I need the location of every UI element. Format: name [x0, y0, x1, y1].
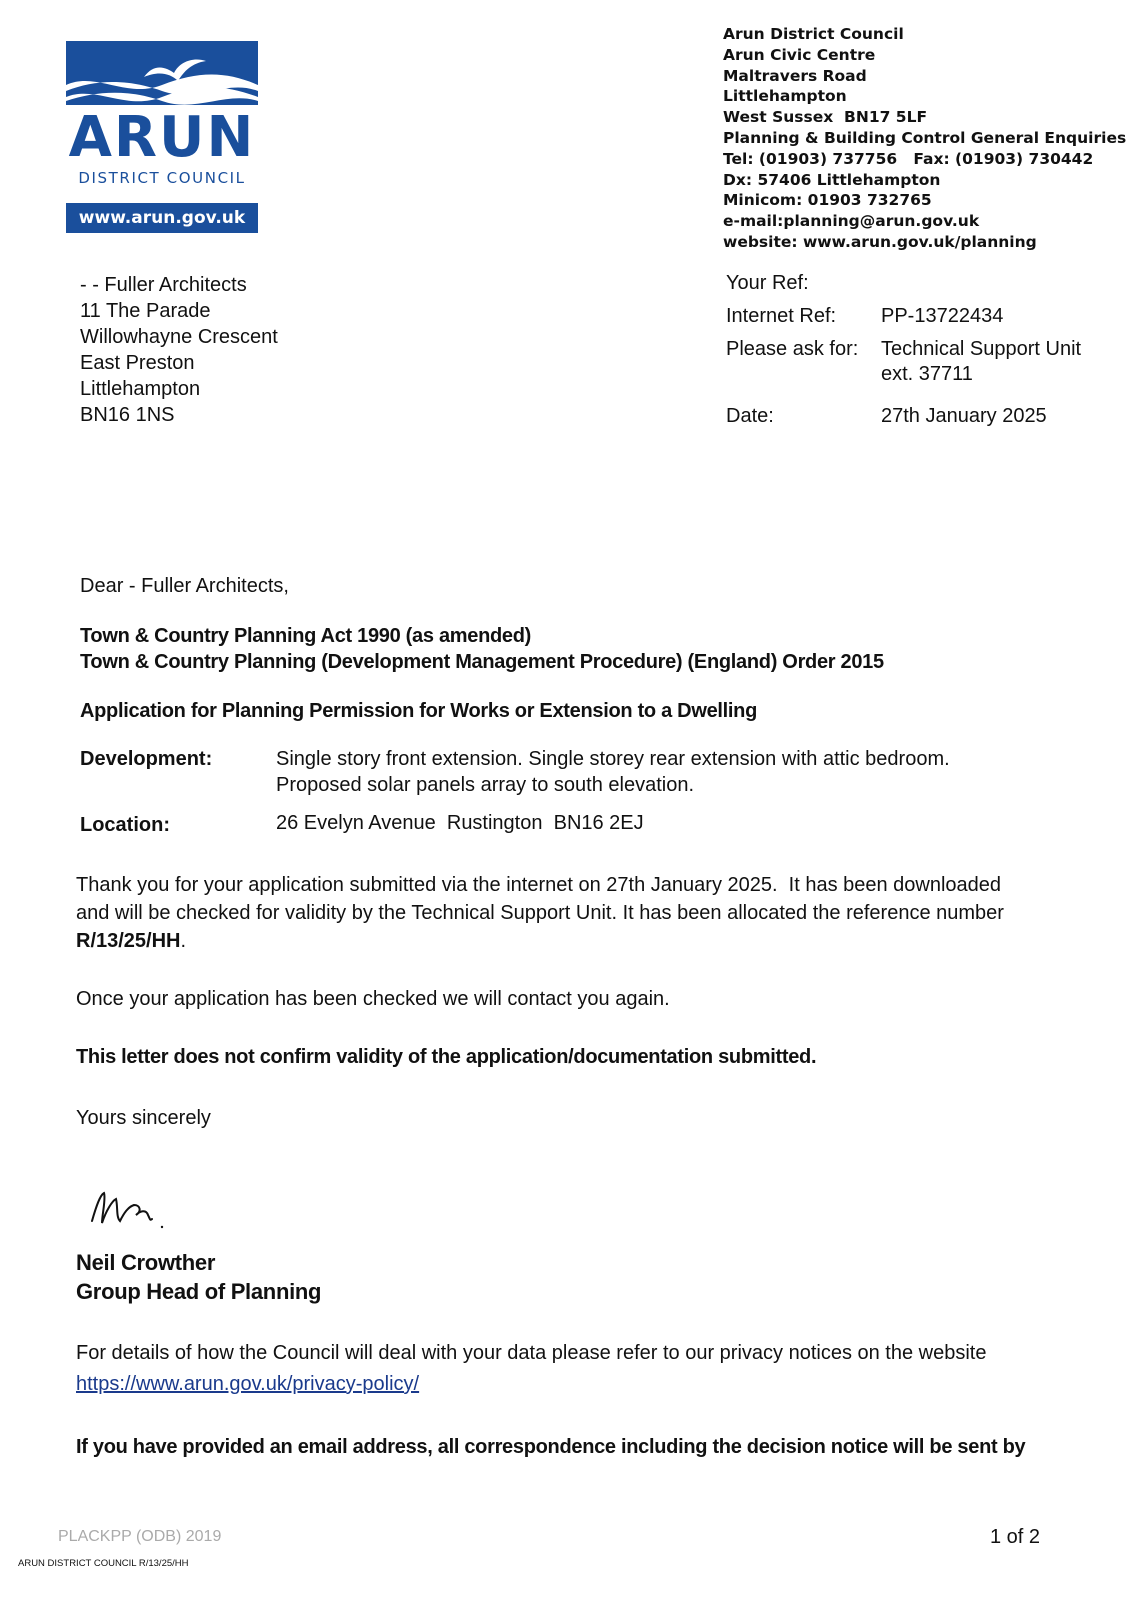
development-description	[276, 746, 950, 798]
council-line: Arun Civic Centre	[723, 45, 876, 64]
your-ref-label: Your Ref:	[726, 272, 809, 294]
privacy-policy-link[interactable]: https://www.arun.gov.uk/privacy-policy/	[76, 1373, 420, 1395]
closing: Yours sincerely	[76, 1107, 211, 1129]
signer-title: Group Head of Planning	[76, 1279, 322, 1304]
ask-for-extension: ext. 37711	[881, 363, 973, 385]
recipient-line: Willowhayne Crescent	[80, 326, 278, 348]
application-type-heading: Application for Planning Permission for Works or Extension to a Dwelling	[80, 700, 758, 722]
paragraph-line	[76, 927, 1076, 955]
contact-paragraph: Once your application has been checked we will contact you again.	[76, 988, 670, 1010]
council-logo	[66, 41, 258, 233]
recipient-line: East Preston	[80, 352, 195, 374]
reference-suffix: .	[180, 930, 187, 952]
council-contact-block	[723, 24, 1126, 253]
recipient-line: - - Fuller Architects	[80, 274, 247, 296]
signer-name: Neil Crowther	[76, 1250, 216, 1275]
council-line: Littlehampton	[723, 87, 847, 106]
council-line: Maltravers Road	[723, 66, 867, 85]
privacy-text: For details of how the Council will deal with your data please refer to our privacy notices on the website	[76, 1342, 987, 1364]
recipient-address	[80, 272, 278, 428]
council-line: Planning & Building Control General Enquiries	[723, 128, 1127, 147]
signer-block	[76, 1248, 321, 1306]
date-label: Date:	[726, 405, 774, 427]
council-line: Arun District Council	[723, 25, 904, 43]
form-code: PLACKPP (ODB) 2019	[58, 1528, 222, 1545]
recipient-line: BN16 1NS	[80, 404, 175, 426]
page-number: 1 of 2	[990, 1526, 1041, 1548]
recipient-line: 11 The Parade	[80, 300, 211, 322]
document-reference: ARUN DISTRICT COUNCIL R/13/25/HH	[18, 1558, 189, 1569]
development-line: Proposed solar panels array to south elevation.	[276, 774, 695, 796]
ask-for-value: Technical Support Unit	[881, 338, 1082, 360]
validation-paragraph	[76, 871, 1076, 955]
date-value: 27th January 2025	[881, 405, 1047, 427]
location-label: Location:	[80, 814, 170, 836]
privacy-notice	[76, 1338, 1076, 1400]
handwritten-signature	[88, 1185, 178, 1240]
development-line: Single story front extension. Single storey rear extension with attic bedroom.	[276, 748, 950, 770]
council-line: Dx: 57406 Littlehampton	[723, 170, 941, 189]
logo-url: www.arun.gov.uk	[66, 203, 258, 233]
location-value: 26 Evelyn Avenue Rustington BN16 2EJ	[276, 812, 644, 834]
paragraph-line: Thank you for your application submitted via the internet on 27th January 2025. It has been downloaded	[76, 874, 1002, 896]
recipient-line: Littlehampton	[80, 378, 201, 400]
reference-number: R/13/25/HH	[76, 930, 181, 952]
internet-ref-label: Internet Ref:	[726, 305, 837, 327]
council-line: West Sussex BN17 5LF	[723, 108, 928, 127]
seagull-waves-icon	[66, 41, 258, 105]
development-label: Development:	[80, 748, 213, 770]
salutation: Dear - Fuller Architects,	[80, 575, 289, 597]
paragraph-line: and will be checked for validity by the Technical Support Unit. It has been allocated the reference number	[76, 902, 1004, 924]
internet-ref-value: PP-13722434	[881, 305, 1004, 327]
logo-wordmark: ARUN	[68, 105, 256, 170]
validity-disclaimer: This letter does not confirm validity of the application/documentation submitted.	[76, 1046, 817, 1068]
council-website[interactable]: website: www.arun.gov.uk/planning	[723, 232, 1037, 251]
council-email[interactable]: e-mail:planning@arun.gov.uk	[723, 212, 980, 231]
logo-subtitle: DISTRICT COUNCIL	[78, 169, 246, 187]
council-line: Minicom: 01903 732765	[723, 191, 932, 210]
email-notice: If you have provided an email address, all correspondence including the decision notice will be sent by	[76, 1436, 1026, 1458]
council-line: Tel: (01903) 737756 Fax: (01903) 730442	[723, 149, 1094, 168]
act-heading-2: Town & Country Planning (Development Management Procedure) (England) Order 2015	[80, 651, 884, 673]
ask-for-label: Please ask for:	[726, 338, 859, 360]
logo-wave-band	[66, 41, 258, 105]
act-heading-1: Town & Country Planning Act 1990 (as amended)	[80, 625, 532, 647]
